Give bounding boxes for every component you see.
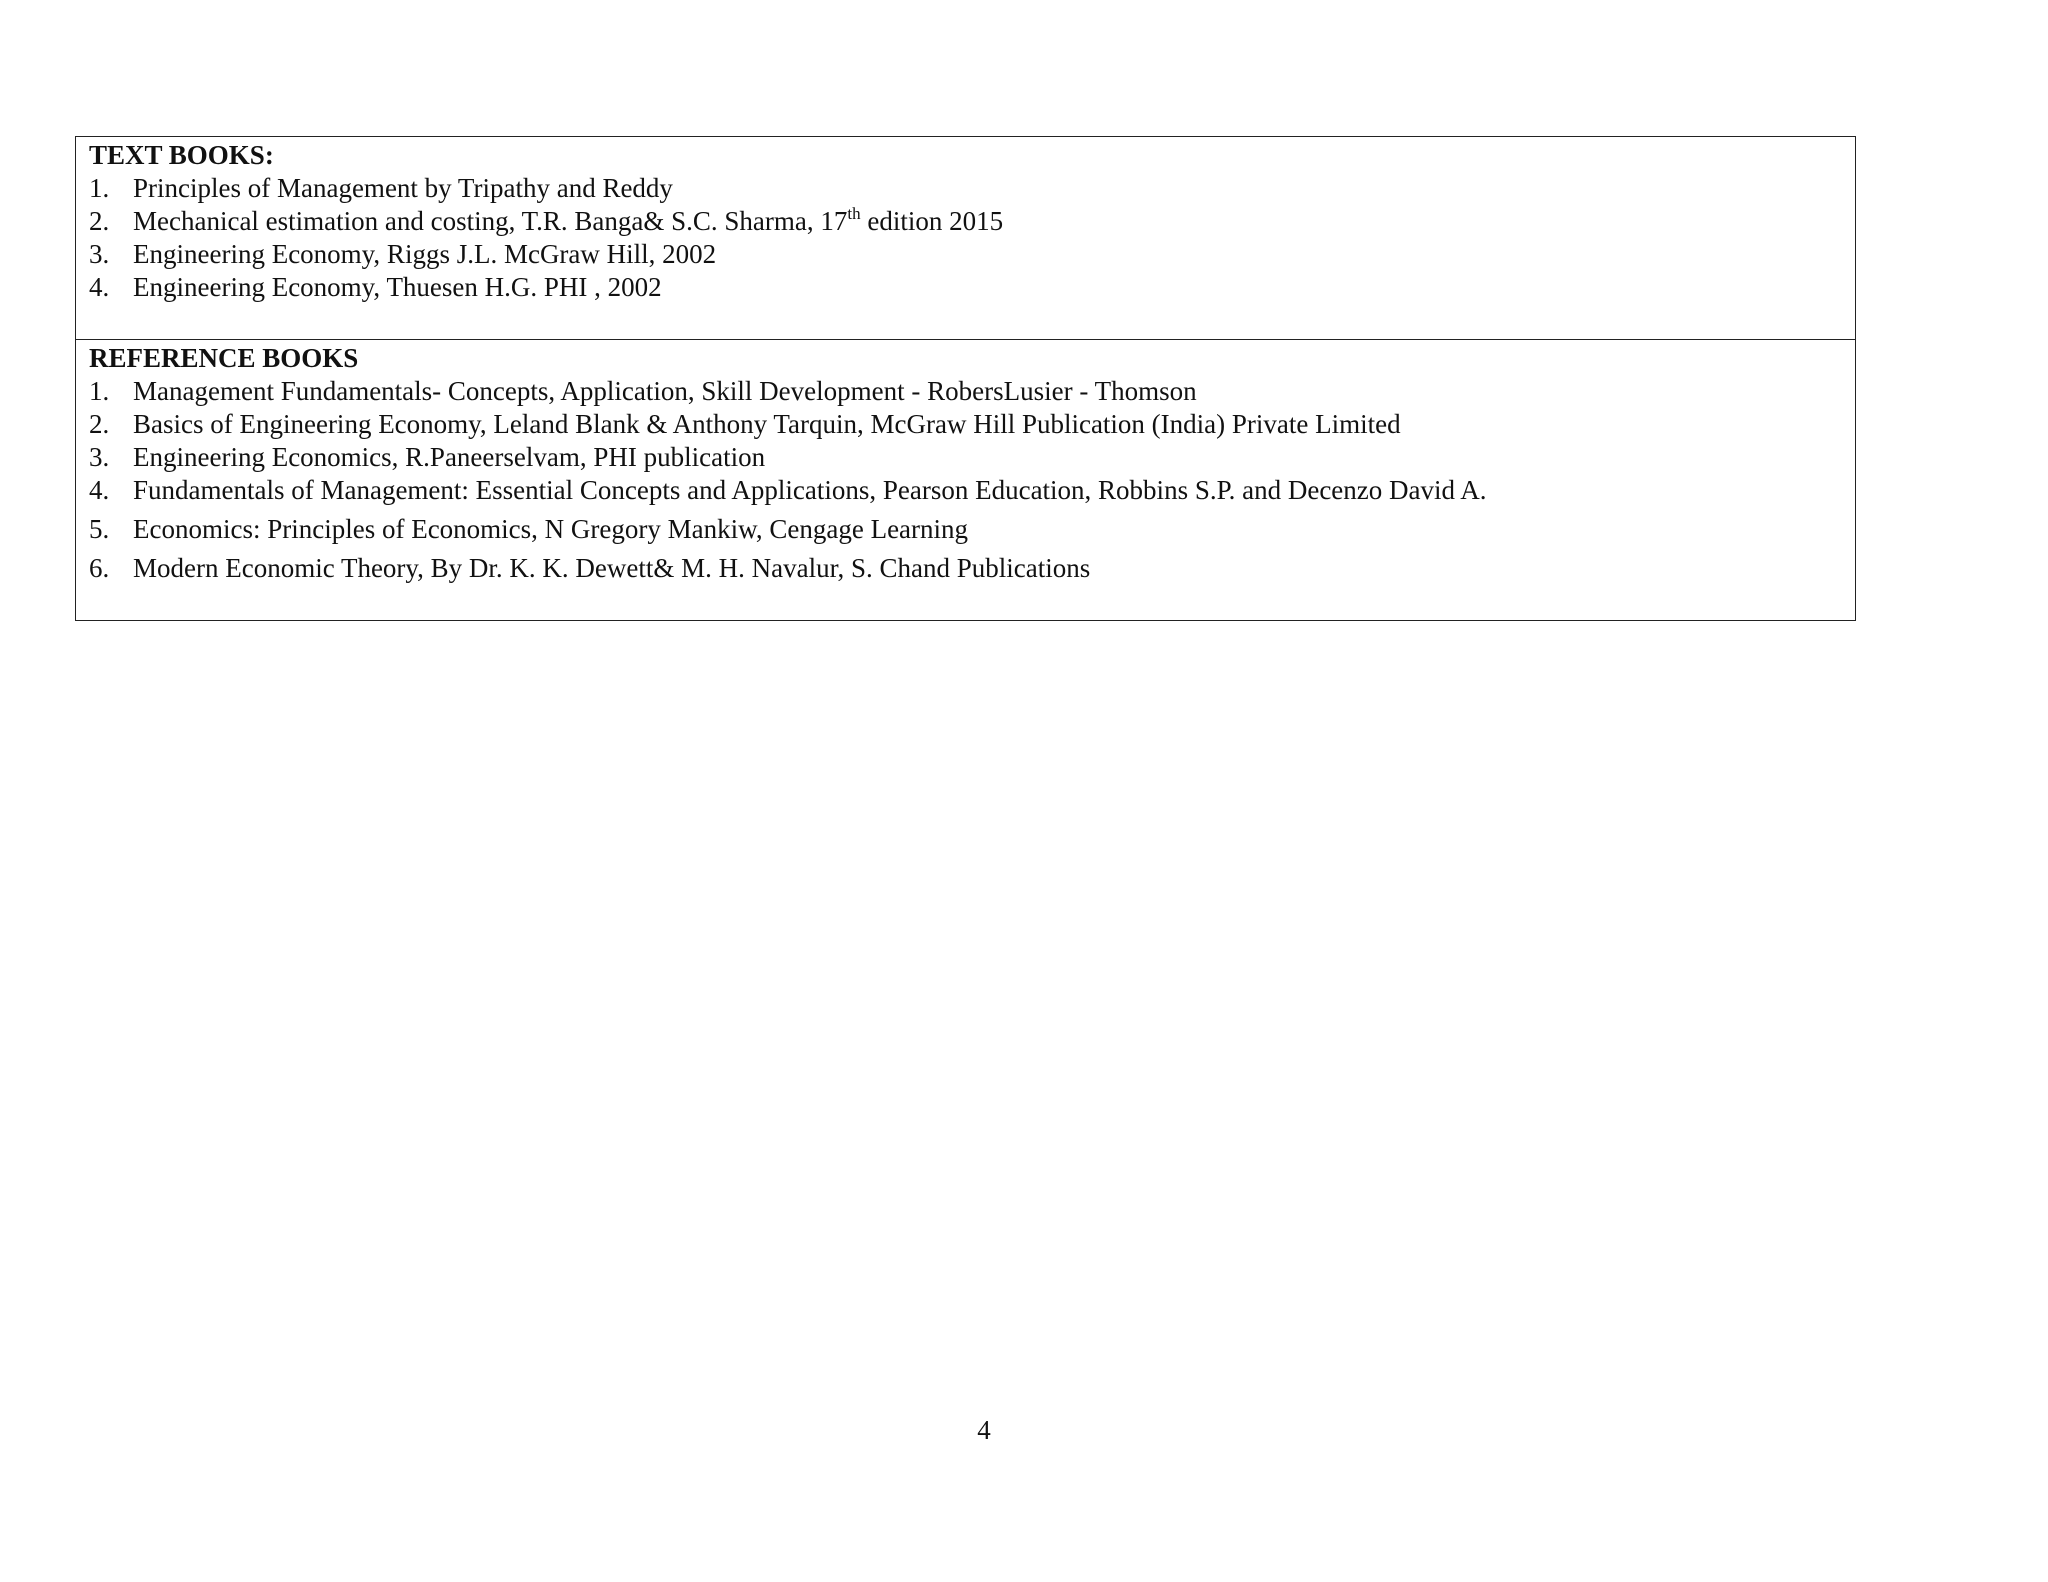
list-item-text: Basics of Engineering Economy, Leland Blank & Anthony Tarquin, McGraw Hill Publication (India) Private Limited	[133, 409, 1401, 439]
list-item-number: 2.	[89, 206, 110, 236]
list-item-text: Fundamentals of Management: Essential Concepts and Applications, Pearson Education, Robbins S.P. and Decenzo David A.	[133, 475, 1487, 505]
list-item-number: 5.	[89, 514, 110, 544]
list-item	[89, 474, 1842, 507]
list-item-number: 4.	[89, 272, 110, 302]
list-item	[89, 271, 1842, 304]
list-item-number: 3.	[89, 442, 110, 472]
list-item-text: Management Fundamentals- Concepts, Application, Skill Development - RobersLusier - Thomson	[133, 376, 1197, 406]
list-item	[89, 205, 1842, 238]
reference-books-heading: REFERENCE BOOKS	[89, 343, 359, 373]
list-item	[89, 375, 1842, 408]
list-item-text: Modern Economic Theory, By Dr. K. K. Dewett& M. H. Navalur, S. Chand Publications	[133, 553, 1091, 583]
list-item	[89, 238, 1842, 271]
list-item	[89, 441, 1842, 474]
list-item-text-tail: edition 2015	[860, 206, 1004, 236]
list-item-number: 4.	[89, 475, 110, 505]
list-item-number: 1.	[89, 376, 110, 406]
reference-books-section	[76, 340, 1855, 620]
list-item	[89, 408, 1842, 441]
list-item-number: 3.	[89, 239, 110, 269]
list-item-text	[133, 205, 1003, 238]
reference-books-list	[89, 375, 1842, 585]
list-item-text: Engineering Economics, R.Paneerselvam, PHI publication	[133, 442, 766, 472]
list-item-number: 6.	[89, 553, 110, 583]
edition-superscript: th	[847, 204, 861, 223]
books-table	[75, 136, 1856, 621]
page-number: 4	[977, 1415, 991, 1445]
list-item-text-main: Mechanical estimation and costing, T.R. Banga& S.C. Sharma, 17	[133, 206, 848, 236]
list-item	[89, 552, 1842, 585]
list-item	[89, 172, 1842, 205]
list-item-text: Engineering Economy, Thuesen H.G. PHI , 2002	[133, 272, 662, 302]
list-item-text: Engineering Economy, Riggs J.L. McGraw Hill, 2002	[133, 239, 717, 269]
list-item-text: Principles of Management by Tripathy and Reddy	[133, 173, 673, 203]
text-books-list	[89, 172, 1842, 304]
list-item	[89, 513, 1842, 546]
list-item-text: Economics: Principles of Economics, N Gregory Mankiw, Cengage Learning	[133, 514, 969, 544]
list-item-number: 2.	[89, 409, 110, 439]
text-books-heading: TEXT BOOKS:	[89, 140, 274, 170]
text-books-section	[76, 137, 1855, 340]
list-item-number: 1.	[89, 173, 110, 203]
